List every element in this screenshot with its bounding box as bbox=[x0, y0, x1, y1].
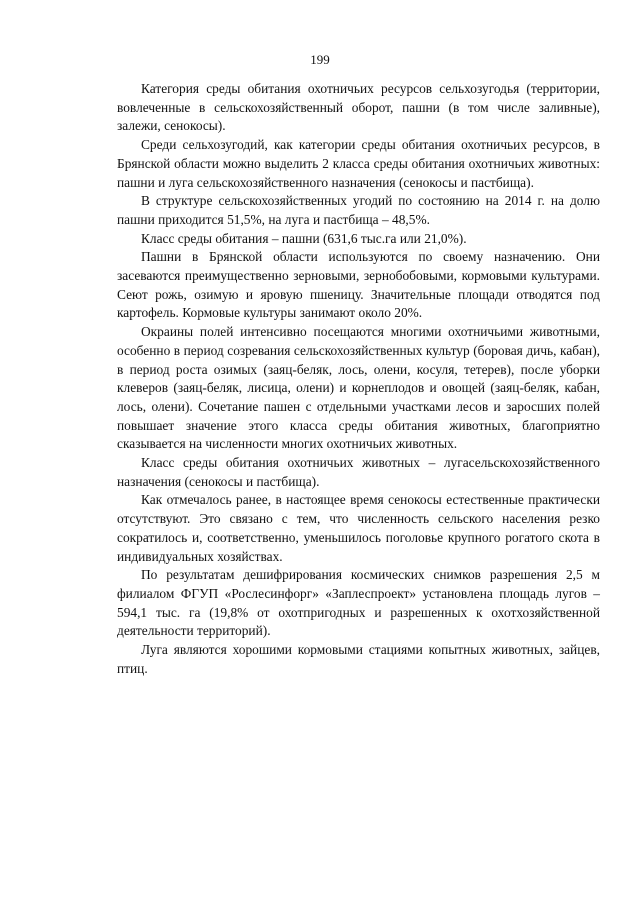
paragraph: Пашни в Брянской области используются по своему назначению. Они засеваются преимущественно зерновыми, зернобобовыми, кормовыми культурами. Сеют рожь, озимую и яровую пшеницу. Значительные площади отводятся под картофель. Кормовые культуры занимают около 20%. bbox=[117, 249, 600, 321]
page-number: 199 bbox=[310, 52, 330, 67]
paragraph: Среди сельхозугодий, как категории среды обитания охотничьих ресурсов, в Брянской области можно выделить 2 класса среды обитания охотничьих животных: пашни и луга сельскохозяйственного назначения (сенокосы и пастбища). bbox=[117, 137, 600, 190]
paragraph: Класс среды обитания – пашни (631,6 тыс.га или 21,0%). bbox=[141, 230, 467, 246]
paragraph: По результатам дешифрирования космических снимков разрешения 2,5 м филиалом ФГУП «Рослесинфорг» «Заплеспроект» установлена площадь лугов – 594,1 тыс. га (19,8% от охотпригодных и разрешенных к охотхозяйственной деятельности территорий). bbox=[117, 567, 600, 639]
paragraph: Как отмечалось ранее, в настоящее время сенокосы естественные практически отсутствуют. Это связано с тем, что численность сельского населения резко сократилось и, соответственно, уменьшилось поголовье крупного рогатого скота в индивидуальных хозяйствах. bbox=[117, 492, 600, 564]
body-text bbox=[117, 80, 600, 679]
paragraph: В структуре сельскохозяйственных угодий по состоянию на 2014 г. на долю пашни приходится 51,5%, на луга и пастбища – 48,5%. bbox=[117, 193, 600, 227]
paragraph: Категория среды обитания охотничьих ресурсов сельхозугодья (территории, вовлеченные в сельскохозяйственный оборот, пашни (в том числе заливные), залежи, сенокосы). bbox=[117, 81, 600, 134]
paragraph: Класс среды обитания охотничьих животных – лугасельскохозяйственного назначения (сенокосы и пастбища). bbox=[117, 455, 600, 489]
paragraph: Окраины полей интенсивно посещаются многими охотничьими животными, особенно в период созревания сельскохозяйственных культур (боровая дичь, кабан), в период роста озимых (заяц-беляк, лось, олени, косуля, тетерев), после уборки клеверов (заяц-беляк, лисица, олени) и корнеплодов и овощей (заяц-беляк, кабан, лось, олени). Сочетание пашен с отдельными участками лесов и заросших полей повышает значение этого класса среды обитания животных, благоприятно сказывается на численности многих охотничьих животных. bbox=[117, 324, 600, 452]
paragraph: Луга являются хорошими кормовыми стациями копытных животных, зайцев, птиц. bbox=[117, 642, 600, 676]
